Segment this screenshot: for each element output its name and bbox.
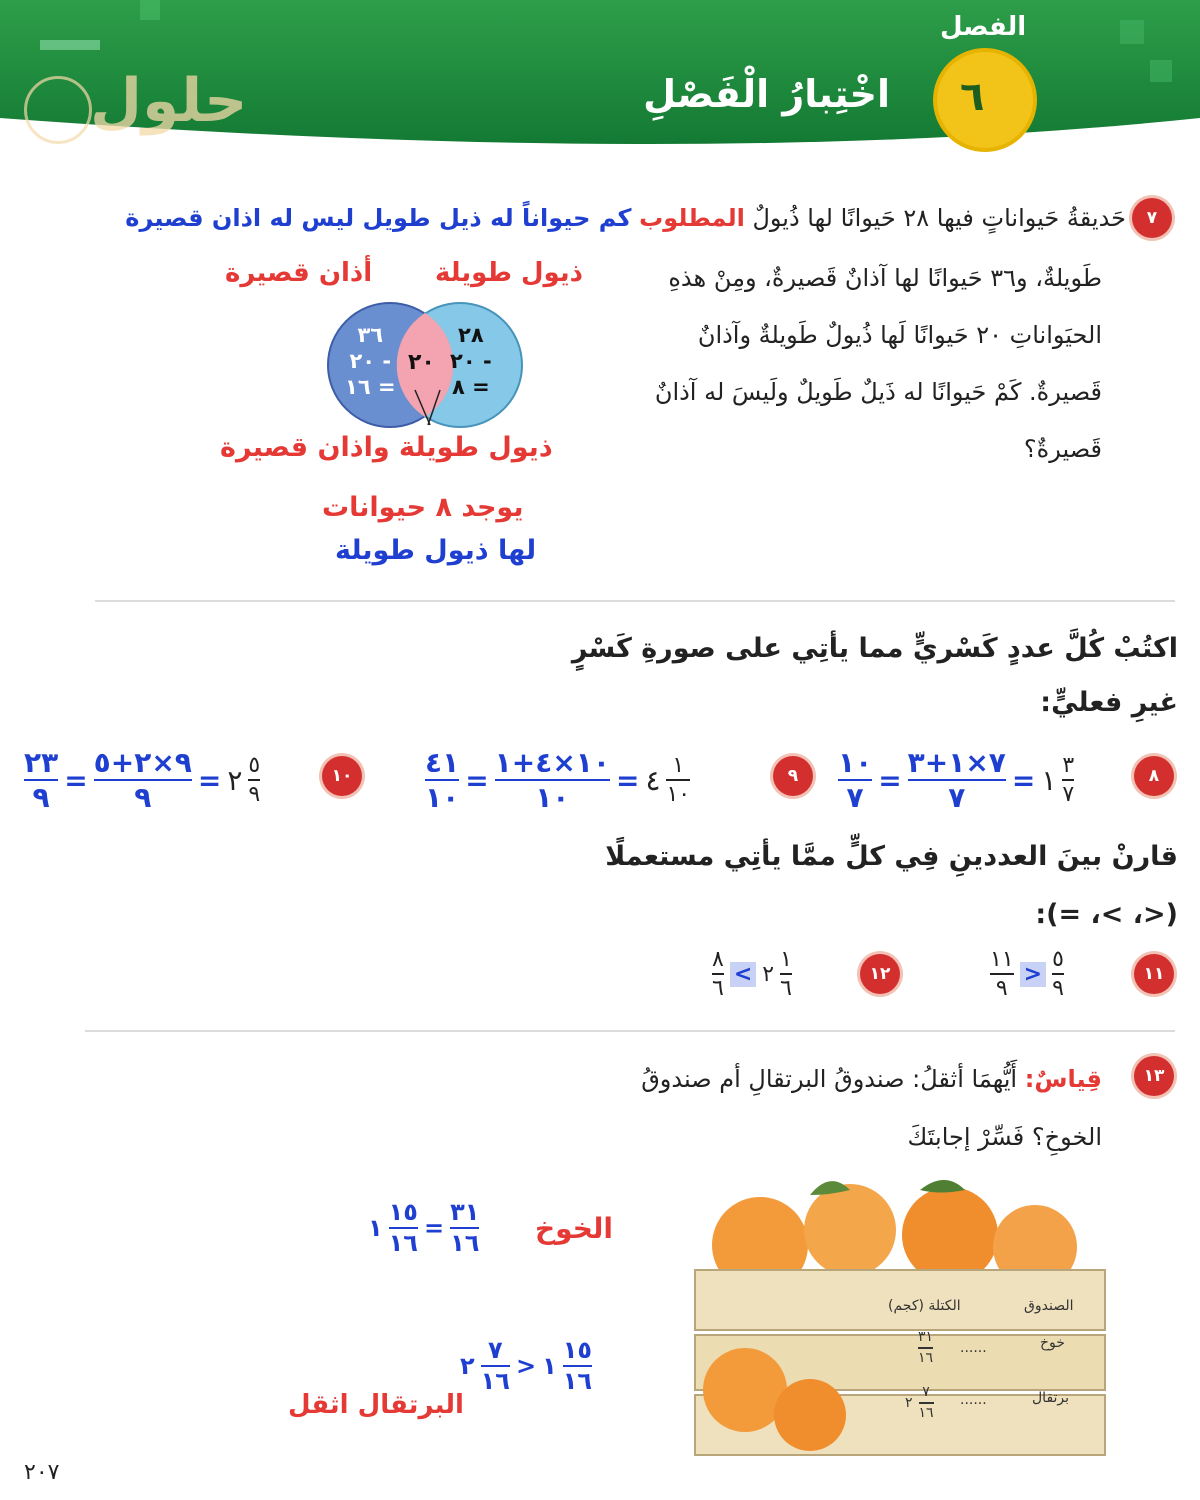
q13-label: قِياسٌ: [1024,1065,1102,1093]
mixed-whole: ١ [542,1352,557,1381]
question-number-13: ١٣ [1134,1056,1174,1096]
q7-line1: حَديقةُ حَيواناتٍ فيها ٢٨ حَيوانًا لها ذُيولٌ [752,204,1126,232]
mass-comparison [460,1338,592,1394]
q7-body [582,250,1102,478]
equals-sign: = [878,763,902,797]
left-fraction: $\frac{٥}{٩}$ [1052,947,1064,1002]
venn-right-value: ٢٠ - [450,349,492,373]
equals-sign: = [423,1214,445,1243]
venn-label-tails: ذيول طويلة [435,258,583,288]
item-8-work [838,748,1074,813]
venn-left-values [345,322,396,400]
venn-right-values [450,322,492,400]
answer-fraction: $\frac{٤١}{١٠}$ [425,746,460,815]
venn-right-value: ٨ = [451,375,490,399]
instruction-line: اكتُبْ كُلَّ عددٍ كَسْريٍّ مما يأتِي على صورةِ كَسْرٍ [571,633,1178,664]
mixed-fraction: $\frac{٥}{٩}$ [248,753,261,808]
mixed-whole: ٢ [460,1352,475,1381]
venn-left-value: ٢٠ - [349,349,392,373]
item-12-compare [712,948,792,1000]
right-fraction: $\frac{١١}{٩}$ [990,947,1014,1002]
q7-line: الحيَواناتِ ٢٠ حَيوانًا لَها ذُيولٌ طَويلةٌ وآذانٌ [697,321,1102,349]
question-number-9: ٩ [773,756,813,796]
instruction-line: غيرِ فعليٍّ: [1040,687,1178,718]
equals-sign: = [64,763,88,797]
peach-mixed-fraction: $\frac{١٥}{١٦}$ [388,1198,418,1258]
question-number-8: ٨ [1134,756,1174,796]
peach-mass-fraction: $\frac{١٥}{١٦}$ [562,1336,593,1396]
compare-instructions [478,828,1178,944]
peach-label: الخوخ [535,1212,614,1245]
divider [85,1030,1175,1032]
table-header-mass: الكتلة (كجم) [888,1298,961,1314]
right-fraction: $\frac{٨}{٦}$ [712,947,724,1002]
table-header-box: الصندوق [1024,1298,1074,1314]
mass-fraction: $\frac{٧}{١٦}$ [918,1384,934,1421]
venn-left-value: ٣٦ [357,323,384,347]
compare-sign: > [515,1352,537,1381]
table-dots: ...... [960,1340,987,1356]
venn-center-value: ٢٠ [408,350,435,375]
equals-sign: = [615,763,640,797]
mixed-whole: ٢ [905,1394,913,1411]
q7-line: قَصيرةٌ. كَمْ حَيوانًا له ذَيلٌ طَويلٌ ولَيسَ له آذانٌ [654,378,1102,406]
question-number-12: ١٢ [860,954,900,994]
answer-line-2: لها ذيول طويلة [335,535,537,566]
q13-line2: الخوخِ؟ فَسِّرْ إجابتَكَ [907,1123,1102,1151]
page-number: ٢٠٧ [24,1460,60,1485]
required-label: المطلوب [639,204,745,232]
q13-text [582,1050,1102,1166]
chapter-number: ٦ [960,74,985,120]
q7-line: طَويلةٌ، و٣٦ حَيوانًا لها آذانٌ قَصيرةٌ، ومِنْ هذهِ [668,264,1102,292]
mixed-whole: ١ [368,1214,383,1243]
venn-label-ears: أذان قصيرة [225,258,373,288]
answer-line-1: يوجد ٨ حيوانات [322,492,524,523]
q7-first-line [16,190,1126,247]
answer-fraction: $\frac{١٠}{٧}$ [838,746,873,815]
fraction-instructions [478,622,1178,730]
equals-sign: = [1011,763,1036,797]
watermark-logo-icon [24,76,92,144]
item-11-compare [990,948,1064,1000]
table-row-peach-mass [918,1330,933,1365]
item-10-work [24,748,260,813]
watermark-logo: حلول [90,66,248,136]
mixed-whole: ٢ [227,763,243,797]
mass-fraction: $\frac{٣١}{١٦}$ [918,1329,934,1366]
question-number-7: ٧ [1132,198,1172,238]
table-row-peach-name: خوخ [1040,1335,1065,1351]
work-fraction: $\frac{٩\times ٢+٥}{٩}$ [93,746,192,815]
equals-sign: = [465,763,489,797]
fruit-crate-illustration [690,1175,1110,1465]
q13-line1-text: أَيُّهمَا أثقلُ: صندوقُ البرتقالِ أم صندوقُ [641,1065,1018,1093]
peach-improper-fraction: $\frac{٣١}{١٦}$ [450,1198,480,1258]
mixed-whole: ٤ [645,763,661,797]
mixed-fraction: $\frac{٣}{٧}$ [1062,753,1075,808]
question-number-11: ١١ [1134,954,1174,994]
chapter-label: الفصل [940,12,1027,42]
instruction-line: (<، >، =): [1035,899,1178,930]
work-fraction: $\frac{١٠\times ٤+١}{١٠}$ [494,746,610,815]
compare-sign: < [730,962,756,987]
orange-mass-fraction: $\frac{٧}{١٦}$ [480,1336,510,1396]
q7-line: قَصيرةٌ؟ [1023,435,1102,463]
instruction-line: قارنْ بينَ العددينِ فِي كلٍّ ممَّا يأتِي مستعملًا [605,841,1178,872]
table-dots: ...... [960,1392,987,1408]
venn-both-label: ذيول طويلة واذان قصيرة [220,432,553,463]
work-fraction: $\frac{٧\times ١+٣}{٧}$ [907,746,1006,815]
page-title: اخْتِبارُ الْفَصْلِ [643,72,890,116]
answer-fraction: $\frac{٢٣}{٩}$ [24,746,59,815]
equals-sign: = [197,763,222,797]
table-row-orange-mass [905,1385,934,1420]
required-text: كم حيواناً له ذيل طويل ليس له اذان قصيرة [125,204,632,232]
compare-sign: > [1020,962,1046,987]
mixed-fraction: $\frac{١}{١٠}$ [666,753,691,808]
table-row-orange-name: برتقال [1032,1390,1070,1406]
left-fraction: $\frac{١}{٦}$ [780,947,792,1002]
peach-work [368,1200,479,1256]
q13-line1 [582,1050,1102,1108]
mixed-whole: ١ [1041,763,1057,797]
venn-left-value: ١٦ = [345,375,396,399]
venn-right-value: ٢٨ [458,323,484,347]
conclusion-text: البرتقال اثقل [288,1390,464,1420]
divider [95,600,1175,602]
item-9-work [425,748,690,813]
mixed-whole: ٢ [762,961,775,987]
question-number-10: ١٠ [322,756,362,796]
